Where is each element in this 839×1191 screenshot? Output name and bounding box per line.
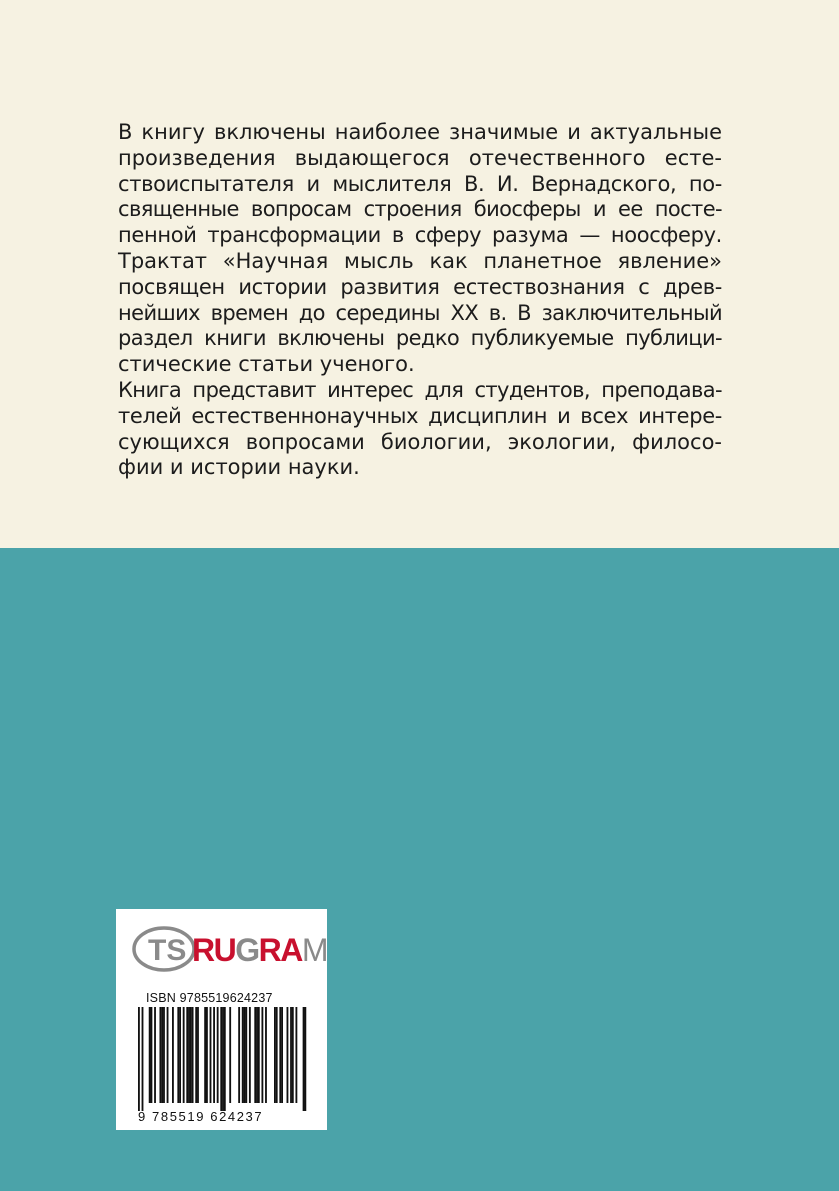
logo-wordmark bbox=[192, 932, 327, 968]
barcode-bar bbox=[292, 1007, 294, 1103]
barcode-bar bbox=[190, 1007, 192, 1103]
barcode-bar bbox=[186, 1007, 188, 1103]
barcode-bar bbox=[290, 1007, 292, 1103]
barcode-bar bbox=[281, 1007, 283, 1103]
barcode-bar bbox=[303, 1007, 305, 1111]
barcode-bar bbox=[154, 1007, 156, 1103]
description-line: посвящен истории развития естествознания с древ- bbox=[118, 274, 722, 299]
barcode-bar bbox=[254, 1007, 256, 1103]
barcode-bar bbox=[244, 1007, 246, 1103]
barcode-bar bbox=[224, 1007, 226, 1111]
logo-part-ru: RU bbox=[192, 932, 236, 968]
barcode-bar bbox=[245, 1007, 247, 1103]
barcode-digits: 9 785519 624237 bbox=[138, 1109, 264, 1124]
barcode-bar bbox=[217, 1007, 219, 1103]
barcode-bar bbox=[261, 1007, 263, 1103]
description-line: В книгу включены наиболее значимые и актуальные bbox=[118, 120, 722, 144]
description-line: ствоиспытателя и мыслителя В. И. Вернадского, по- bbox=[118, 171, 722, 196]
barcode-bar bbox=[138, 1007, 140, 1111]
description-line: нейших времен до середины XX в. В заключительный bbox=[118, 300, 722, 325]
barcode-bar bbox=[210, 1007, 212, 1103]
barcode-bar bbox=[258, 1007, 260, 1103]
barcode-bar bbox=[279, 1007, 281, 1103]
logo-part-ra: RA bbox=[258, 932, 302, 968]
barcode-bar bbox=[195, 1007, 197, 1103]
barcode-bar bbox=[287, 1007, 289, 1103]
barcode-bar bbox=[242, 1007, 244, 1103]
barcode-bar bbox=[167, 1007, 169, 1103]
publisher-logo bbox=[130, 923, 327, 975]
book-description bbox=[118, 120, 722, 481]
barcode-bar bbox=[188, 1007, 190, 1103]
barcode-bar bbox=[151, 1007, 153, 1103]
logo-part-g: G bbox=[235, 932, 259, 968]
description-line: раздел книги включены редко публикуемые публици- bbox=[118, 326, 722, 351]
barcode-bar bbox=[220, 1007, 222, 1111]
barcode-bar bbox=[265, 1007, 267, 1103]
barcode-bar bbox=[304, 1007, 306, 1111]
barcode bbox=[138, 1007, 308, 1111]
barcode-bar bbox=[295, 1007, 297, 1103]
barcode-bar bbox=[256, 1007, 258, 1103]
description-line: священные вопросам строения биосферы и ее посте- bbox=[118, 197, 722, 222]
barcode-bar bbox=[206, 1007, 208, 1103]
description-line: произведения выдающегося отечественного есте- bbox=[118, 145, 722, 170]
barcode-bar bbox=[213, 1007, 215, 1103]
barcode-bar bbox=[204, 1007, 206, 1103]
barcode-bar bbox=[249, 1007, 251, 1103]
description-line: фии и истории науки. bbox=[118, 455, 360, 480]
description-line: пенной трансформации в сферу разума — ноосферу. bbox=[118, 223, 722, 248]
barcode-bar bbox=[179, 1007, 181, 1103]
barcode-bar bbox=[276, 1007, 278, 1103]
description-line: стические статьи ученого. bbox=[118, 352, 415, 377]
barcode-bar bbox=[229, 1007, 231, 1103]
barcode-bar bbox=[222, 1007, 224, 1111]
isbn-label bbox=[116, 909, 327, 1130]
barcode-bar bbox=[192, 1007, 194, 1103]
barcode-bar bbox=[177, 1007, 179, 1103]
barcode-bar bbox=[161, 1007, 163, 1103]
barcode-bar bbox=[142, 1007, 144, 1111]
barcode-bar bbox=[172, 1007, 174, 1103]
logo-prefix: TS bbox=[148, 934, 187, 967]
barcode-bar bbox=[238, 1007, 240, 1103]
isbn-text: ISBN 9785519624237 bbox=[146, 991, 273, 1005]
barcode-bar bbox=[149, 1007, 151, 1103]
barcode-bar bbox=[183, 1007, 185, 1103]
barcode-bar bbox=[274, 1007, 276, 1103]
description-line: сующихся вопросами биологии, экологии, филосо- bbox=[118, 429, 722, 454]
barcode-bar bbox=[159, 1007, 161, 1103]
description-line: Трактат «Научная мысль как планетное явление» bbox=[118, 248, 722, 273]
description-line: телей естественнонаучных дисциплин и всех интере- bbox=[118, 403, 722, 428]
logo-part-m: M bbox=[301, 932, 327, 968]
barcode-bar bbox=[197, 1007, 199, 1103]
description-line: Книга представит интерес для студентов, преподава- bbox=[118, 377, 722, 402]
barcode-bar bbox=[163, 1007, 165, 1103]
